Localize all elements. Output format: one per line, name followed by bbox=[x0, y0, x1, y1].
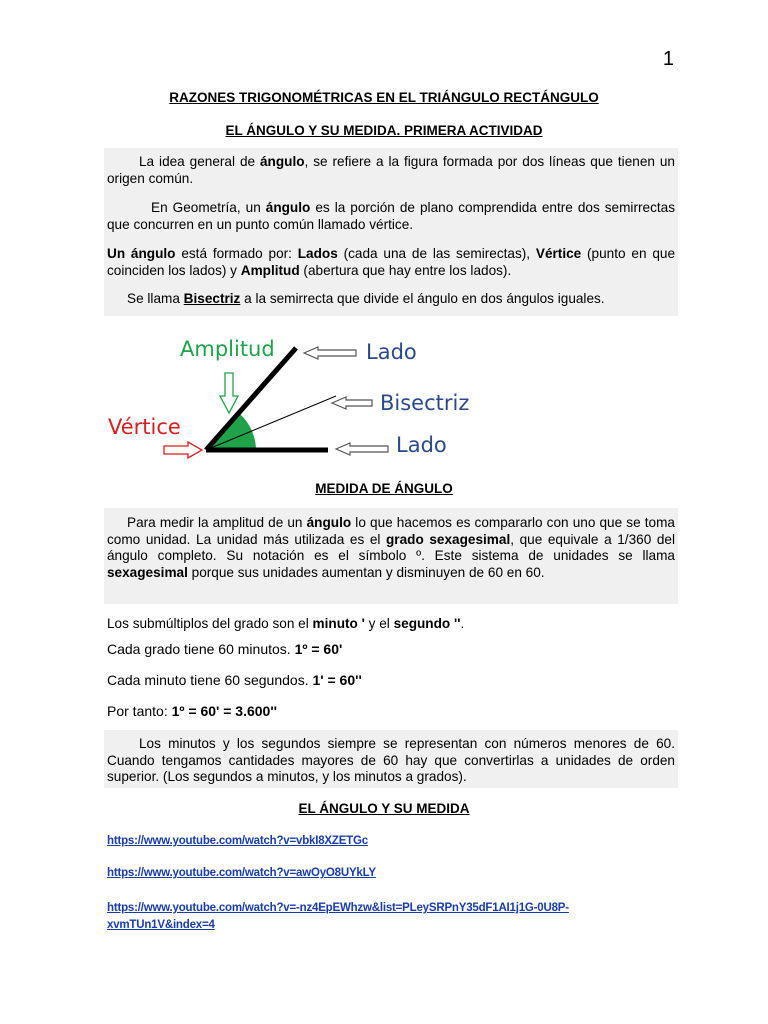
line-total: Por tanto: 1º = 60' = 3.600'' bbox=[107, 703, 277, 719]
video-link-1[interactable]: https://www.youtube.com/watch?v=vbkI8XZETGc bbox=[107, 835, 368, 847]
paragraph-conversion: Los minutos y los segundos siempre se representan con números menores de 60. Cuando tengamos cantidades mayores de 60 hay que convertirlas a unidades de orden superior. (Los segundos a minutos, y los minutos a grados). bbox=[107, 736, 675, 784]
paragraph-submultiples: Los submúltiplos del grado son el minuto ' y el segundo ''. bbox=[107, 616, 465, 631]
paragraph-angle-idea: La idea general de ángulo, se refiere a la figura formada por dos líneas que tienen un origen común. bbox=[107, 154, 675, 186]
section-title-videos: EL ÁNGULO Y SU MEDIDA bbox=[298, 801, 470, 816]
label-lado-bottom: Lado bbox=[396, 433, 447, 457]
paragraph-angle-parts: Un ángulo está formado por: Lados (cada una de las semirectas), Vértice (punto en que coinciden los lados) y Amplitud (abertura que hay entre los lados). bbox=[107, 246, 676, 278]
label-amplitud: Amplitud bbox=[180, 337, 275, 361]
section-title-activity: EL ÁNGULO Y SU MEDIDA. PRIMERA ACTIVIDAD bbox=[225, 123, 543, 138]
video-link-2[interactable]: https://www.youtube.com/watch?v=awOyO8UYkLY bbox=[107, 867, 376, 879]
arrow-down-icon bbox=[220, 373, 238, 413]
paragraph-angle-geometry: En Geometría, un ángulo es la porción de plano comprendida entre dos semirrectas que concurren en un punto común llamado vértice. bbox=[107, 200, 675, 232]
arrow-right-icon bbox=[164, 442, 202, 458]
paragraph-measure: Para medir la amplitud de un ángulo lo que hacemos es compararlo con uno que se toma como unidad. La unidad más utilizada es el grado sexagesimal, que equivale a 1/360 del ángulo completo. Su notación es el símbolo º. Este sistema de unidades se llama sexagesimal porque sus unidades aumentan y disminuyen de 60 en 60. bbox=[107, 515, 675, 580]
video-link-3[interactable]: https://www.youtube.com/watch?v=-nz4EpEWhzw&list=PLeySRPnY35dF1AI1j1G-0U8P- bbox=[107, 902, 569, 914]
label-vertice: Vértice bbox=[108, 415, 181, 439]
section-title-measure: MEDIDA DE ÁNGULO bbox=[315, 481, 453, 496]
arrow-left-icon bbox=[332, 397, 372, 409]
arrow-left-icon bbox=[304, 347, 356, 359]
label-lado-top: Lado bbox=[366, 340, 417, 364]
angle-diagram bbox=[104, 318, 678, 468]
document-title: RAZONES TRIGONOMÉTRICAS EN EL TRIÁNGULO RECTÁNGULO bbox=[169, 90, 599, 105]
arrow-left-icon bbox=[336, 443, 388, 455]
paragraph-bisector: Se llama Bisectriz a la semirrecta que divide el ángulo en dos ángulos iguales. bbox=[127, 291, 605, 306]
label-bisectriz: Bisectriz bbox=[380, 391, 470, 415]
video-link-3-continued[interactable]: xvmTUn1V&index=4 bbox=[107, 919, 215, 931]
page-number: 1 bbox=[662, 48, 674, 70]
line-degree-minutes: Cada grado tiene 60 minutos. 1º = 60' bbox=[107, 641, 343, 657]
line-minute-seconds: Cada minuto tiene 60 segundos. 1' = 60'' bbox=[107, 672, 362, 688]
